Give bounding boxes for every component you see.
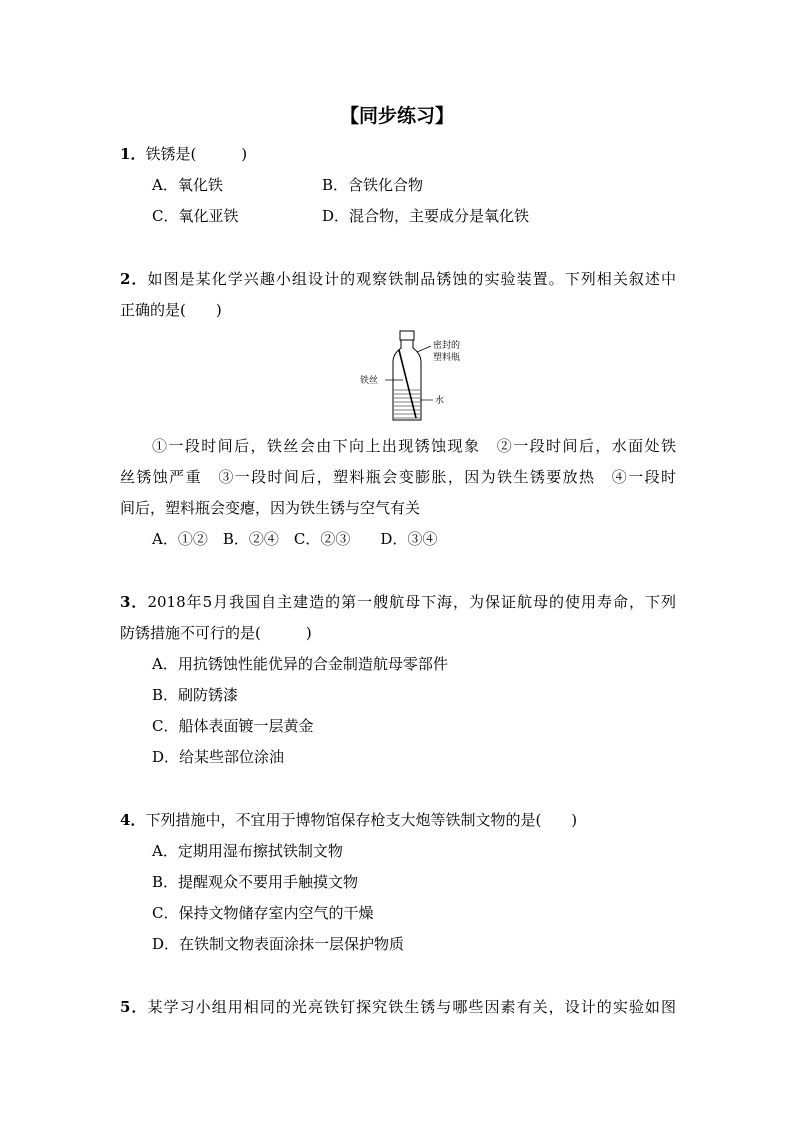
label-water: 水: [435, 396, 445, 406]
q2-statement-line-3: 间后，塑料瓶会变瘪，因为铁生锈与空气有关: [120, 499, 421, 517]
q4-option-d: D．在铁制文物表面涂抹一层保护物质: [152, 935, 405, 953]
question-3: 3．2018年5月我国自主建造的第一艘航母下海，为保证航母的使用寿命，下列: [120, 593, 676, 611]
question-number: 2: [120, 270, 131, 288]
page-title: 【同步练习】: [339, 105, 454, 127]
question-4: 4．下列措施中，不宜用于博物馆保存枪支大炮等铁制文物的是( ): [120, 811, 578, 829]
label-sealed-bottle-1: 密封的: [433, 341, 461, 351]
q3-option-c: C．船体表面镀一层黄金: [152, 717, 314, 735]
question-number: 4: [120, 811, 131, 829]
question-5: 5．某学习小组用相同的光亮铁钉探究铁生锈与哪些因素有关，设计的实验如图: [120, 998, 676, 1016]
question-2: 2．如图是某化学兴趣小组设计的观察铁制品锈蚀的实验装置。下列相关叙述中: [120, 270, 676, 288]
q1-option-d: D．混合物，主要成分是氧化铁: [322, 207, 530, 225]
q4-option-b: B．提醒观众不要用手触摸文物: [152, 873, 359, 891]
label-sealed-bottle-2: 塑料瓶: [433, 353, 461, 363]
question-stem: 某学习小组用相同的光亮铁钉探究铁生锈与哪些因素有关，设计的实验如图: [147, 998, 676, 1016]
question-stem: 2018年5月我国自主建造的第一艘航母下海，为保证航母的使用寿命，下列: [147, 593, 676, 611]
question-number: 3: [120, 593, 131, 611]
q1-option-c: C．氧化亚铁: [152, 207, 239, 225]
q1-option-a: A．氧化铁: [152, 176, 223, 194]
question-2-stem-cont: 正确的是( ): [120, 301, 222, 319]
q2-options: A．①② B．②④ C．②③ D．③④: [152, 530, 438, 548]
q3-option-b: B．刷防锈漆: [152, 686, 239, 704]
question-stem: 下列措施中，不宜用于博物馆保存枪支大炮等铁制文物的是( ): [145, 811, 578, 829]
q3-option-d: D．给某些部位涂油: [152, 748, 285, 766]
question-3-stem-cont: 防锈措施不可行的是( ): [120, 624, 312, 642]
question-stem: 如图是某化学兴趣小组设计的观察铁制品锈蚀的实验装置。下列相关叙述中: [147, 270, 676, 288]
question-number: 1: [120, 145, 131, 163]
question-1: 1．铁锈是( ): [120, 145, 248, 163]
q4-option-c: C．保持文物储存室内空气的干燥: [152, 904, 374, 922]
q2-statement-line-1: ①一段时间后，铁丝会由下向上出现锈蚀现象 ②一段时间后，水面处铁: [152, 437, 676, 455]
bottle-experiment-figure: [355, 328, 485, 424]
question-stem: 铁锈是( ): [145, 145, 248, 163]
q1-option-b: B．含铁化合物: [322, 176, 424, 194]
q4-option-a: A．定期用湿布擦拭铁制文物: [152, 842, 343, 860]
q2-statement-line-2: 丝锈蚀严重 ③一段时间后，塑料瓶会变膨胀，因为铁生锈要放热 ④一段时: [120, 468, 676, 486]
q3-option-a: A．用抗锈蚀性能优异的合金制造航母零部件: [152, 655, 448, 673]
question-number: 5: [120, 998, 131, 1016]
label-iron-wire: 铁丝: [360, 376, 379, 386]
